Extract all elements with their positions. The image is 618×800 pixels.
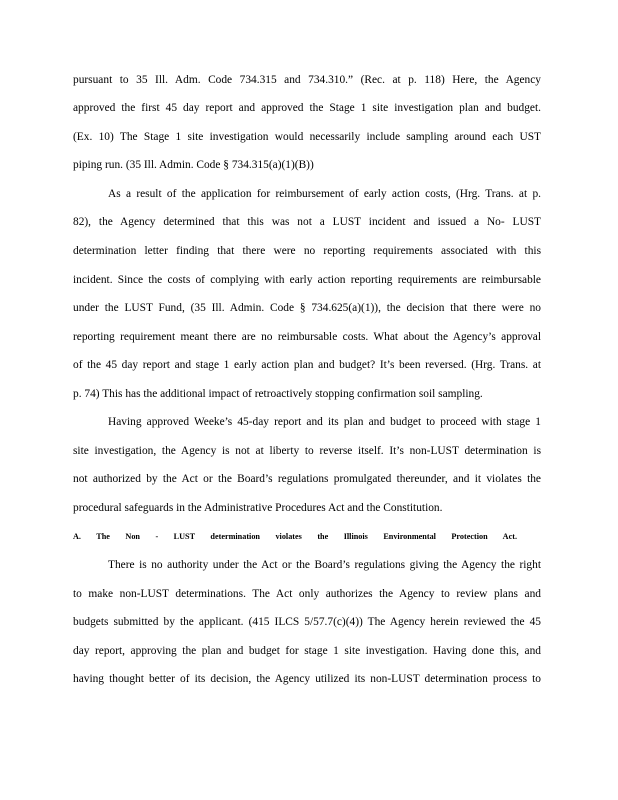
section-heading: A. The Non - LUST determination violates the Illinois Environmental Protection Act. xyxy=(73,532,517,541)
text-line: pursuant to 35 Ill. Adm. Code 734.315 and 734.310.” (Rec. at p. 118) Here, the Agency xyxy=(73,74,541,86)
text-line: under the LUST Fund, (35 Ill. Admin. Code § 734.625(a)(1)), the decision that there were no xyxy=(73,302,541,314)
text-line: site investigation, the Agency is not at liberty to reverse itself. It’s non-LUST determination is xyxy=(73,445,541,457)
text-line: There is no authority under the Act or the Board’s regulations giving the Agency the right xyxy=(108,559,541,571)
text-line: day report, approving the plan and budget for stage 1 site investigation. Having done this, and xyxy=(73,645,541,657)
text-line: (Ex. 10) The Stage 1 site investigation would necessarily include sampling around each UST xyxy=(73,131,541,143)
text-line: procedural safeguards in the Administrative Procedures Act and the Constitution. xyxy=(73,502,443,514)
text-line: to make non-LUST determinations. The Act only authorizes the Agency to review plans and xyxy=(73,588,541,600)
text-line: approved the first 45 day report and approved the Stage 1 site investigation plan and budget. xyxy=(73,102,541,114)
text-line: of the 45 day report and stage 1 early action plan and budget? It’s been reversed. (Hrg. Trans. at xyxy=(73,359,541,371)
text-line: reporting requirement meant there are no reimbursable costs. What about the Agency’s approval xyxy=(73,331,541,343)
text-line: incident. Since the costs of complying with early action reporting requirements are reimbursable xyxy=(73,274,541,286)
text-line: 82), the Agency determined that this was not a LUST incident and issued a No- LUST xyxy=(73,216,541,228)
text-line: not authorized by the Act or the Board’s regulations promulgated thereunder, and it violates the xyxy=(73,473,541,485)
text-line: As a result of the application for reimbursement of early action costs, (Hrg. Trans. at p. xyxy=(108,188,541,200)
text-line: Having approved Weeke’s 45-day report and its plan and budget to proceed with stage 1 xyxy=(108,416,541,428)
text-line: having thought better of its decision, the Agency utilized its non-LUST determination process to xyxy=(73,673,541,685)
text-line: piping run. (35 Ill. Admin. Code § 734.315(a)(1)(B)) xyxy=(73,159,314,171)
text-line: determination letter finding that there were no reporting requirements associated with this xyxy=(73,245,541,257)
text-line: budgets submitted by the applicant. (415 ILCS 5/57.7(c)(4)) The Agency herein reviewed the 45 xyxy=(73,616,541,628)
text-line: p. 74) This has the additional impact of retroactively stopping confirmation soil sampling. xyxy=(73,388,483,400)
